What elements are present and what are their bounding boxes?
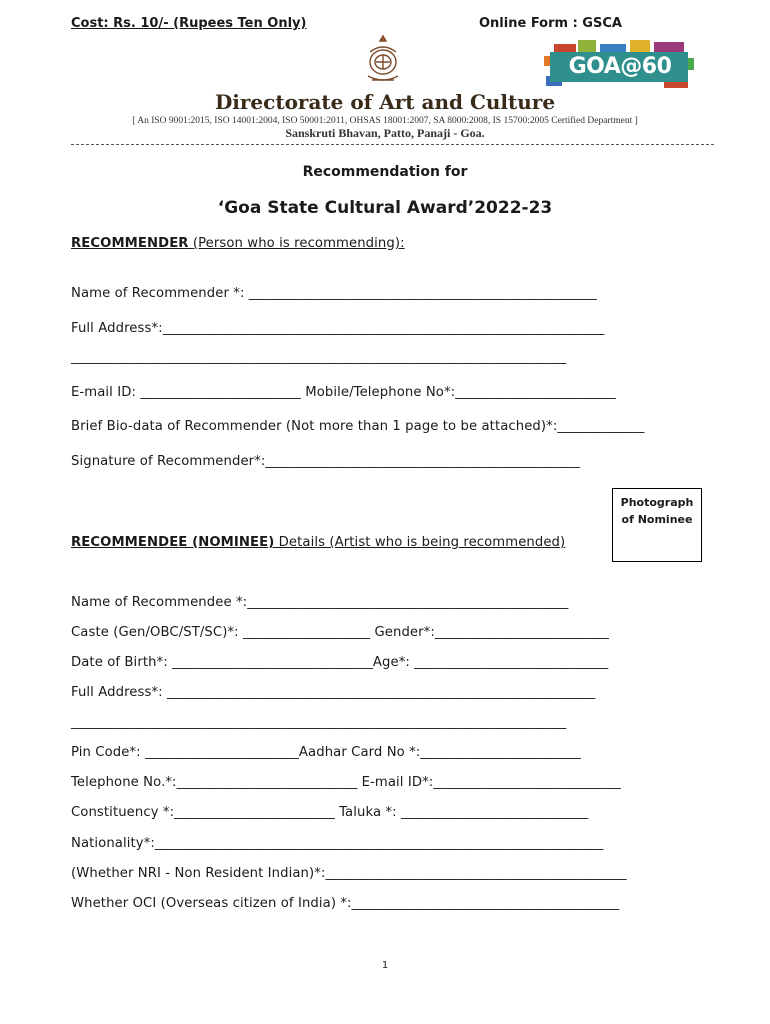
recommender-signature-field[interactable]: Signature of Recommender*:_______________________________________________ bbox=[71, 454, 581, 469]
nationality-field[interactable]: Nationality*:___________________________________________________________________ bbox=[71, 836, 604, 851]
nri-field[interactable]: (Whether NRI - Non Resident Indian)*:_____________________________________________ bbox=[71, 866, 627, 881]
recommendee-address-line2-field[interactable]: __________________________________________________________________________ bbox=[71, 715, 567, 730]
header-divider bbox=[71, 144, 714, 145]
recommender-address-line2-field[interactable]: __________________________________________________________________________ bbox=[71, 350, 567, 365]
recommendee-heading bbox=[71, 535, 565, 550]
recommender-name-field[interactable]: Name of Recommender *: ____________________________________________________ bbox=[71, 286, 597, 301]
goa-at-60-logo bbox=[544, 40, 694, 88]
recommender-heading-rest: (Person who is recommending): bbox=[188, 236, 405, 251]
recommendee-heading-bold: RECOMMENDEE (NOMINEE) bbox=[71, 535, 275, 550]
oci-field[interactable]: Whether OCI (Overseas citizen of India) *:________________________________________ bbox=[71, 896, 620, 911]
pin-aadhar-field[interactable]: Pin Code*: _______________________Aadhar Card No *:________________________ bbox=[71, 745, 582, 760]
recommender-heading bbox=[71, 236, 405, 251]
recommender-heading-bold: RECOMMENDER bbox=[71, 236, 189, 251]
state-emblem-icon bbox=[360, 32, 406, 90]
recommendee-heading-rest: Details (Artist who is being recommended) bbox=[274, 535, 566, 550]
photograph-box[interactable]: Photograph of Nominee bbox=[612, 488, 702, 562]
cost-label: Cost: Rs. 10/- (Rupees Ten Only) bbox=[71, 16, 307, 31]
department-title: Directorate of Art and Culture bbox=[214, 90, 556, 114]
recommendee-address-field[interactable]: Full Address*: ________________________________________________________________ bbox=[71, 685, 596, 700]
caste-gender-field[interactable]: Caste (Gen/OBC/ST/SC)*: ___________________ Gender*:__________________________ bbox=[71, 625, 609, 640]
certifications-line: [ An ISO 9001:2015, ISO 14001:2004, ISO 50001:2011, OHSAS 18001:2007, SA 8000:2008, IS 15700:2005 Certified Department ] bbox=[132, 116, 638, 126]
recommender-contact-field[interactable]: E-mail ID: ________________________ Mobile/Telephone No*:________________________ bbox=[71, 385, 616, 400]
constituency-taluka-field[interactable]: Constituency *:________________________ Taluka *: ____________________________ bbox=[71, 805, 589, 820]
award-title: ‘Goa State Cultural Award’2022-23 bbox=[217, 198, 553, 218]
form-code: Online Form : GSCA bbox=[479, 16, 622, 31]
department-address: Sanskruti Bhavan, Patto, Panaji - Goa. bbox=[285, 126, 485, 140]
logo-text: GOA@60 bbox=[568, 54, 672, 79]
recommender-address-field[interactable]: Full Address*:__________________________________________________________________ bbox=[71, 321, 605, 336]
recommendation-heading: Recommendation for bbox=[302, 164, 468, 180]
telephone-email-field[interactable]: Telephone No.*:___________________________ E-mail ID*:____________________________ bbox=[71, 775, 621, 790]
page-number: 1 bbox=[381, 960, 389, 971]
recommender-biodata-field[interactable]: Brief Bio-data of Recommender (Not more than 1 page to be attached)*:_____________ bbox=[71, 419, 645, 434]
recommendee-name-field[interactable]: Name of Recommendee *:________________________________________________ bbox=[71, 595, 569, 610]
dob-age-field[interactable]: Date of Birth*: ______________________________Age*: _____________________________ bbox=[71, 655, 609, 670]
